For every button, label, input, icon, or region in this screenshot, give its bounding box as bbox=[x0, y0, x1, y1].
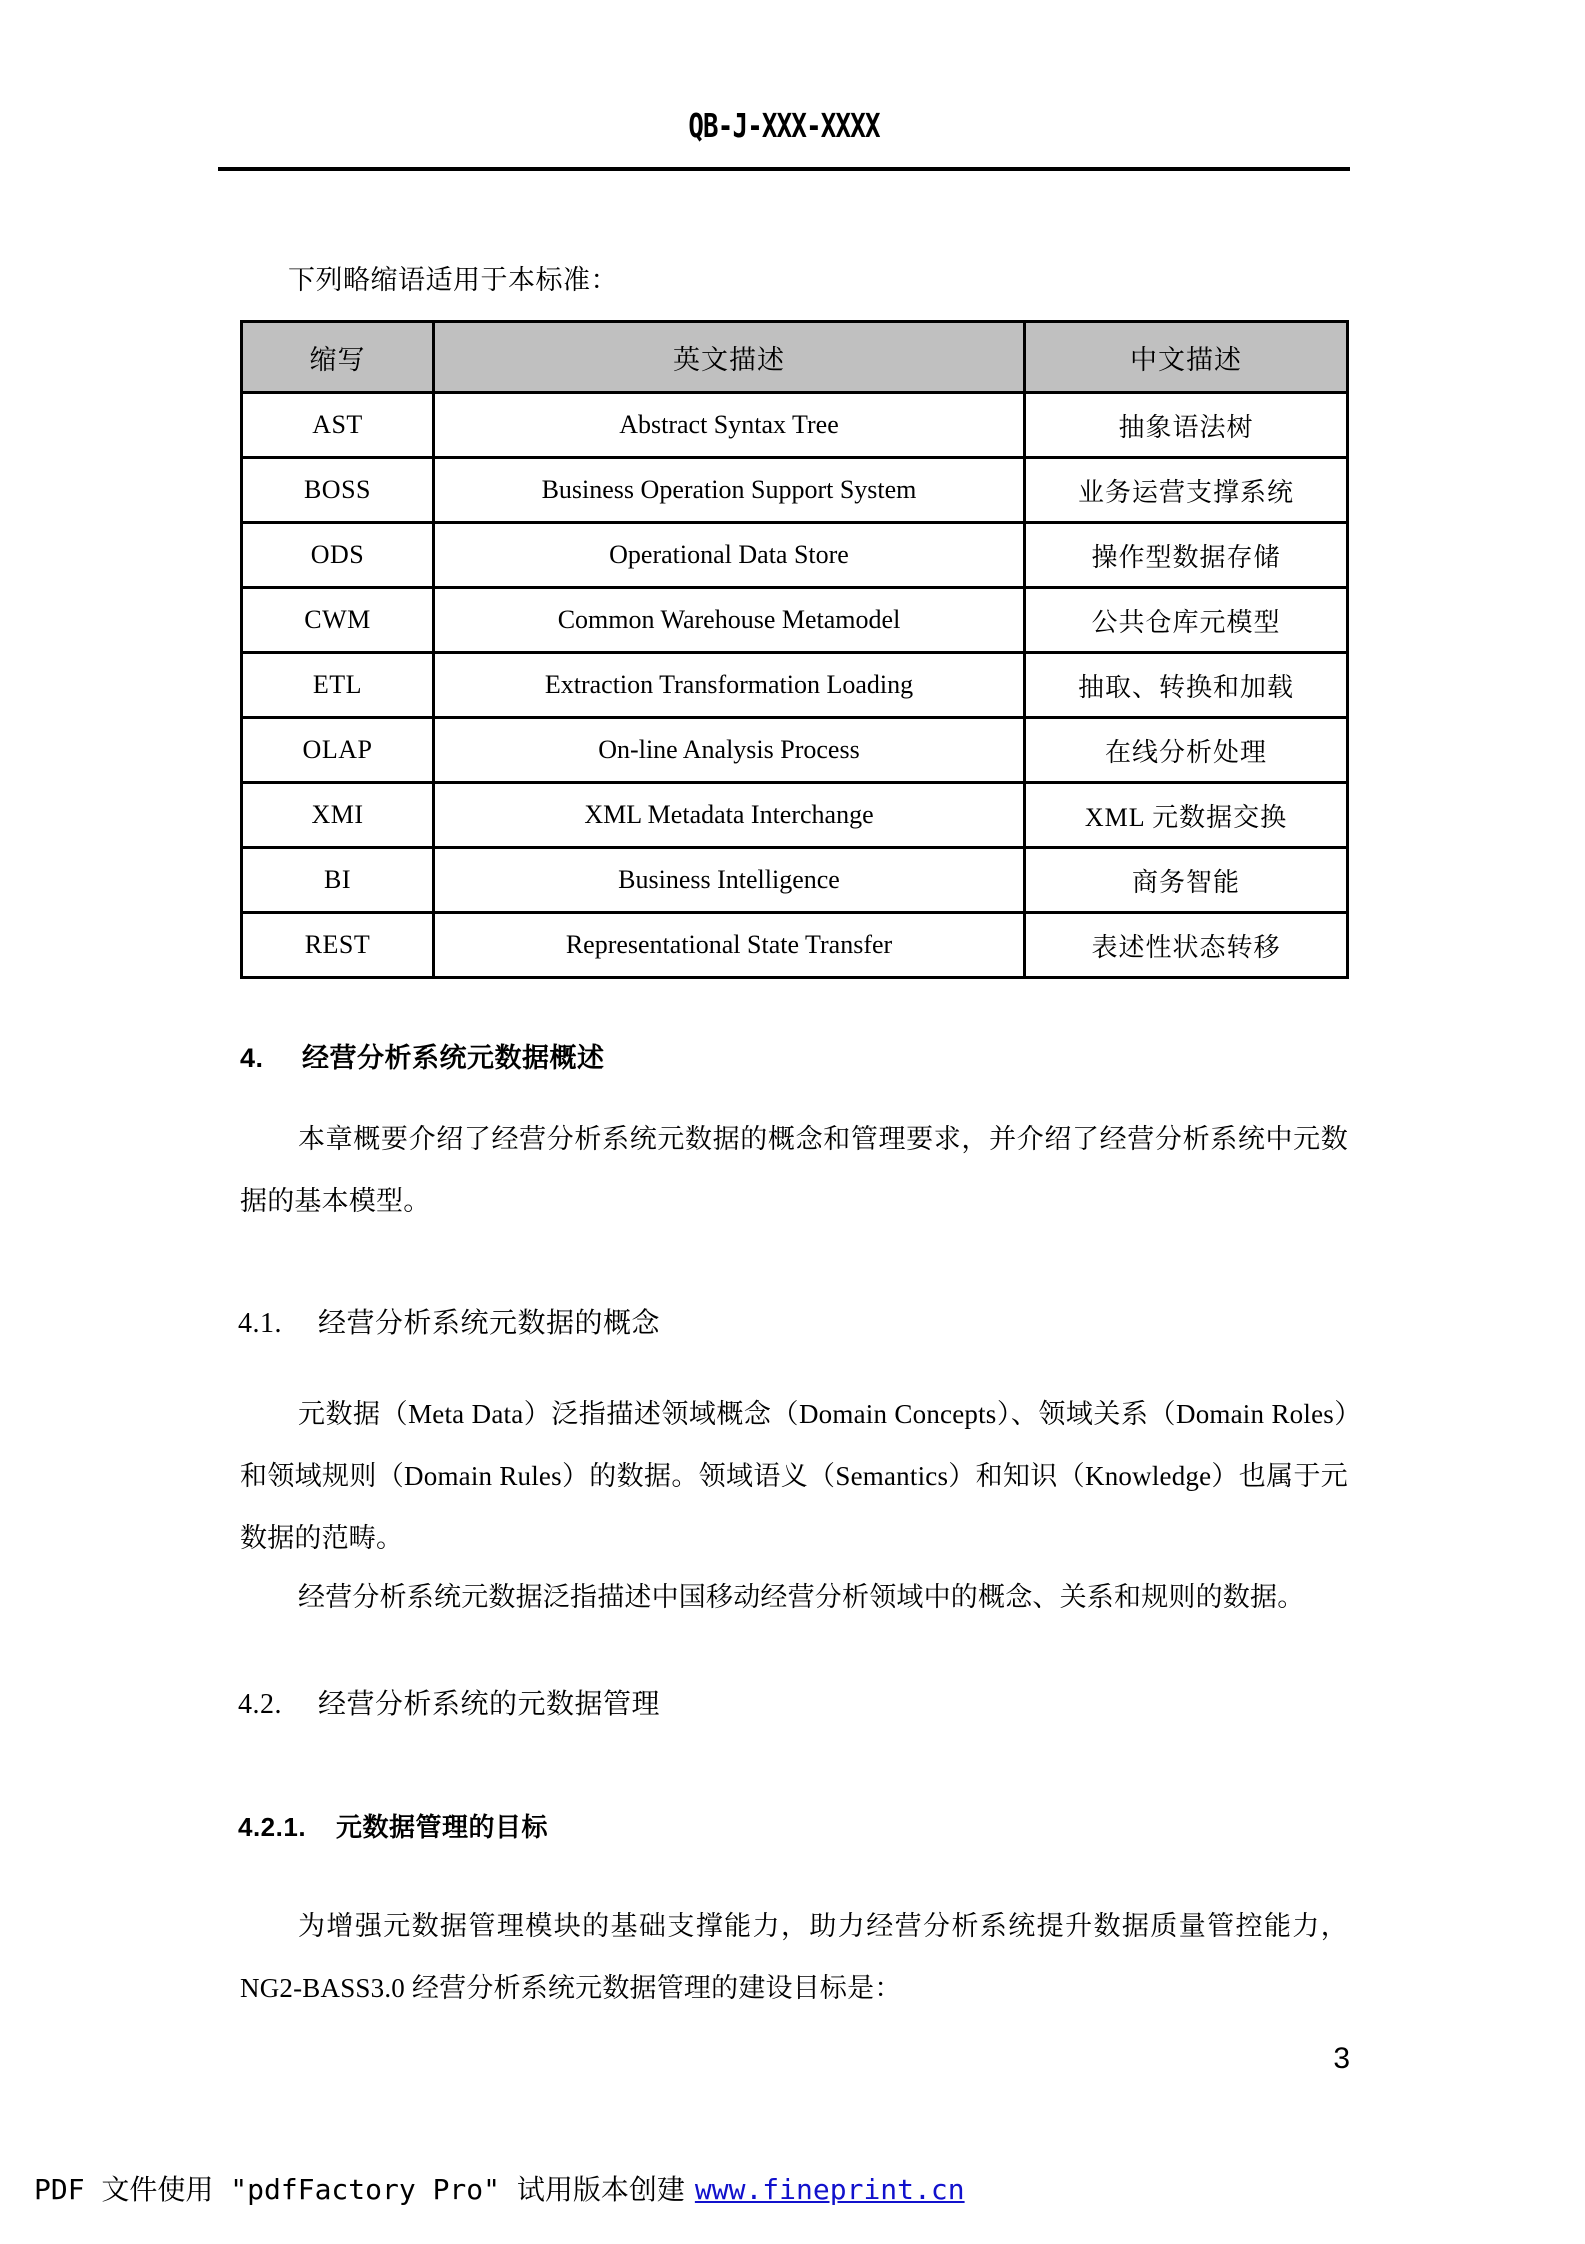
column-header-abbr: 缩写 bbox=[242, 322, 434, 393]
header-rule bbox=[218, 167, 1350, 171]
heading-text: 经营分析系统元数据的概念 bbox=[318, 1308, 661, 1339]
heading-text: 经营分析系统元数据概述 bbox=[302, 1043, 605, 1073]
table-row bbox=[242, 783, 1348, 848]
cell-abbr: BI bbox=[242, 848, 434, 913]
cell-chinese: 抽取、转换和加载 bbox=[1025, 653, 1348, 718]
cell-chinese: 操作型数据存储 bbox=[1025, 523, 1348, 588]
heading-number: 4.2.1. bbox=[238, 1812, 307, 1842]
column-header-english: 英文描述 bbox=[434, 322, 1025, 393]
cell-chinese: 表述性状态转移 bbox=[1025, 913, 1348, 978]
cell-abbr: OLAP bbox=[242, 718, 434, 783]
table-header-row bbox=[242, 322, 1348, 393]
cell-chinese: 业务运营支撑系统 bbox=[1025, 458, 1348, 523]
cell-english: XML Metadata Interchange bbox=[434, 783, 1025, 848]
cell-english: Business Intelligence bbox=[434, 848, 1025, 913]
cell-chinese: 在线分析处理 bbox=[1025, 718, 1348, 783]
paragraph-section-4-2-1-body: 为增强元数据管理模块的基础支撑能力，助力经营分析系统提升数据质量管控能力，NG2-BASS3.0 经营分析系统元数据管理的建设目标是： bbox=[240, 1911, 1348, 2003]
watermark-text: PDF 文件使用 "pdfFactory Pro" 试用版本创建 bbox=[34, 2173, 685, 2206]
table-body bbox=[242, 393, 1348, 978]
cell-chinese: 商务智能 bbox=[1025, 848, 1348, 913]
cell-english: Business Operation Support System bbox=[434, 458, 1025, 523]
heading-number: 4.2. bbox=[238, 1689, 282, 1720]
cell-abbr: ODS bbox=[242, 523, 434, 588]
paragraph-section-4-1-body-1: 元数据（Meta Data）泛指描述领域概念（Domain Concepts）、领域关系（Domain Roles）和领域规则（Domain Rules）的数据。领域语义（Semantics）和知识（Knowledge）也属于元数据的范畴。 bbox=[240, 1399, 1348, 1553]
heading-number: 4.1. bbox=[238, 1308, 282, 1339]
page-number: 3 bbox=[1333, 2042, 1350, 2075]
document-number: QB-J-XXX-XXXX bbox=[688, 106, 880, 145]
table-row bbox=[242, 393, 1348, 458]
pdffactory-watermark bbox=[34, 2168, 965, 2208]
heading-text: 元数据管理的目标 bbox=[336, 1812, 549, 1842]
table-row bbox=[242, 588, 1348, 653]
heading-number: 4. bbox=[240, 1043, 264, 1073]
paragraph-section-4-1-body-2: 经营分析系统元数据泛指描述中国移动经营分析领域中的概念、关系和规则的数据。 bbox=[298, 1582, 1305, 1612]
cell-abbr: REST bbox=[242, 913, 434, 978]
abbreviation-table-container bbox=[240, 320, 1346, 979]
table-row bbox=[242, 913, 1348, 978]
cell-chinese: XML 元数据交换 bbox=[1025, 783, 1348, 848]
fineprint-link[interactable]: www.fineprint.cn bbox=[694, 2173, 965, 2206]
cell-english: Operational Data Store bbox=[434, 523, 1025, 588]
table-row bbox=[242, 458, 1348, 523]
cell-chinese: 抽象语法树 bbox=[1025, 393, 1348, 458]
column-header-chinese: 中文描述 bbox=[1025, 322, 1348, 393]
cell-abbr: XMI bbox=[242, 783, 434, 848]
cell-english: Extraction Transformation Loading bbox=[434, 653, 1025, 718]
intro-line: 下列略缩语适用于本标准： bbox=[288, 265, 618, 295]
document-header bbox=[218, 108, 1350, 144]
cell-english: On-line Analysis Process bbox=[434, 718, 1025, 783]
table-row bbox=[242, 322, 1348, 393]
heading-section-4-2 bbox=[238, 1682, 660, 1722]
table-row bbox=[242, 523, 1348, 588]
paragraph-section-4-body: 本章概要介绍了经营分析系统元数据的概念和管理要求，并介绍了经营分析系统中元数据的基本模型。 bbox=[240, 1124, 1348, 1216]
table-row bbox=[242, 653, 1348, 718]
table-row bbox=[242, 848, 1348, 913]
cell-abbr: CWM bbox=[242, 588, 434, 653]
cell-english: Representational State Transfer bbox=[434, 913, 1025, 978]
cell-abbr: BOSS bbox=[242, 458, 434, 523]
cell-abbr: AST bbox=[242, 393, 434, 458]
cell-abbr: ETL bbox=[242, 653, 434, 718]
heading-section-4 bbox=[240, 1036, 605, 1075]
table-row bbox=[242, 718, 1348, 783]
cell-chinese: 公共仓库元模型 bbox=[1025, 588, 1348, 653]
heading-section-4-1 bbox=[238, 1301, 660, 1341]
heading-section-4-2-1 bbox=[238, 1807, 548, 1844]
abbreviation-table bbox=[240, 320, 1349, 979]
heading-text: 经营分析系统的元数据管理 bbox=[318, 1689, 661, 1720]
cell-english: Abstract Syntax Tree bbox=[434, 393, 1025, 458]
cell-english: Common Warehouse Metamodel bbox=[434, 588, 1025, 653]
